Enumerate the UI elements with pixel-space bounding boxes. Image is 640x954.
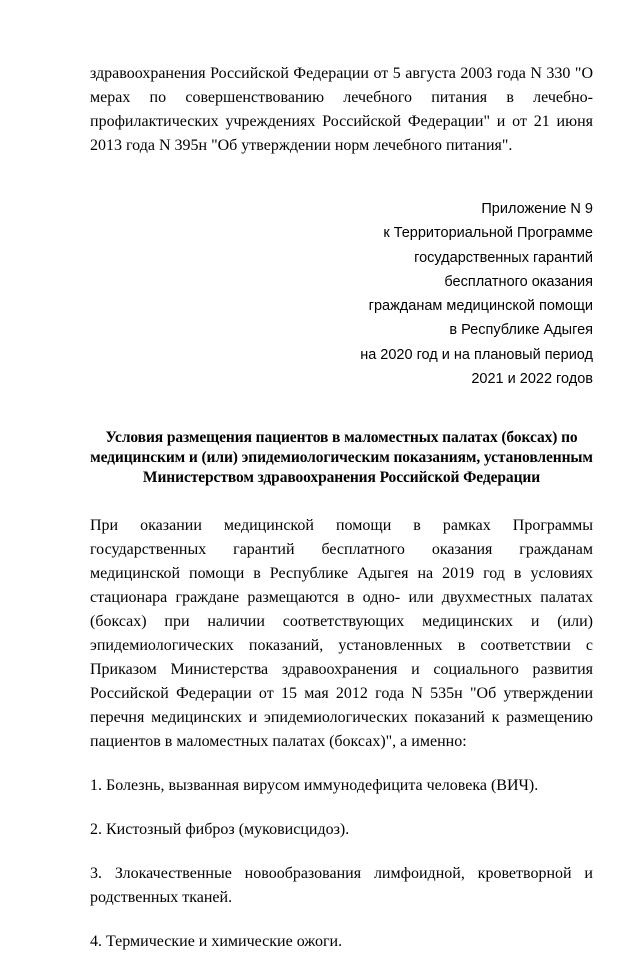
appendix-line: на 2020 год и на плановый период	[360, 346, 593, 363]
appendix-header	[90, 197, 593, 391]
list-item: 4. Термические и химические ожоги.	[90, 933, 343, 951]
list-item: 2. Кистозный фиброз (муковисцидоз).	[90, 821, 350, 839]
appendix-line: бесплатного оказания	[444, 273, 593, 290]
appendix-line: Приложение N 9	[481, 201, 593, 217]
appendix-line: гражданам медицинской помощи	[368, 298, 593, 315]
list-item: 1. Болезнь, вызванная вирусом иммунодефицита человека (ВИЧ).	[90, 777, 539, 795]
list-item: 3. Злокачественные новообразования лимфоидной, кроветворной и родственных тканей.	[90, 865, 593, 907]
appendix-line: в Республике Адыгея	[449, 322, 593, 339]
appendix-line: государственных гарантий	[414, 249, 593, 266]
appendix-line: к Территориальной Программе	[383, 225, 593, 242]
body-paragraph: При оказании медицинской помощи в рамках Программы государственных гарантий бесплатного оказания гражданам медицинской помощи в Республике Адыгея на 2019 год в условиях стационара граждане размещаются в одно- или двухместных палатах (боксах) при наличии соответствующих медицинских и (или) эпидемиологических показаний, установленных в соответствии с Приказом Министерства здравоохранения и социального развития Российской Федерации от 15 мая 2012 года N 535н "Об утверждении перечня медицинских и эпидемиологических показаний к размещению пациентов в маломестных палатах (боксах)", а именно:	[90, 517, 593, 751]
document-title: Условия размещения пациентов в маломестных палатах (боксах) по медицинским и (или) эпидемиологическим показаниям, установленным Министерством здравоохранения Российской Федерации	[90, 429, 593, 487]
intro-paragraph: здравоохранения Российской Федерации от 5 августа 2003 года N 330 "О мерах по совершенствованию лечебного питания в лечебно-профилактических учреждениях Российской Федерации" и от 21 июня 2013 года N 395н "Об утверждении норм лечебного питания".	[90, 65, 593, 154]
appendix-line: 2021 и 2022 годов	[471, 371, 593, 388]
